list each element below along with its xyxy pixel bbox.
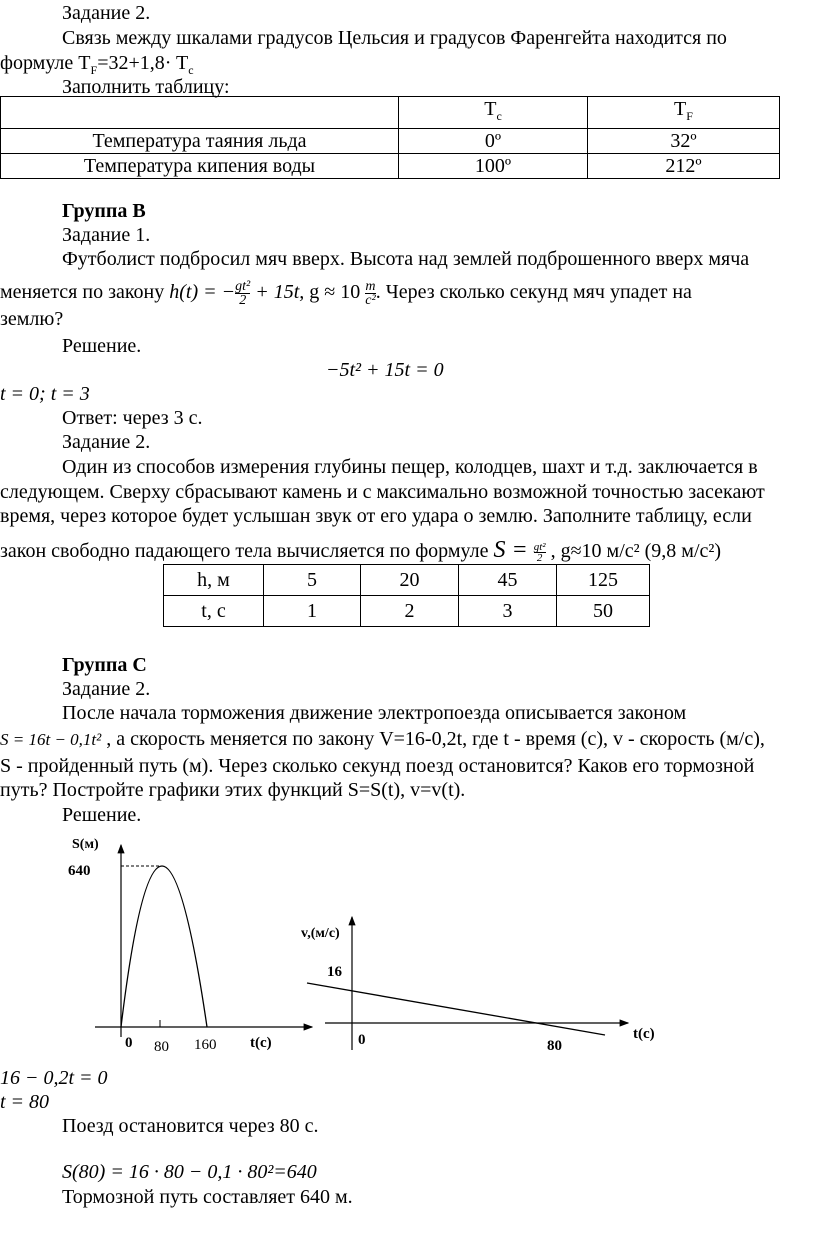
table-cell bbox=[399, 97, 588, 129]
x-tick-label: 160 bbox=[194, 1037, 217, 1053]
table-row bbox=[1, 154, 780, 179]
formula: + 15t, bbox=[255, 281, 310, 304]
table-cell: 212º bbox=[588, 154, 780, 179]
text: T bbox=[484, 98, 497, 120]
text: =32+1,8· T bbox=[97, 52, 189, 74]
equation: t = 0; t = 3 bbox=[0, 383, 90, 405]
numerator: gt² bbox=[235, 279, 251, 294]
denominator: 2 bbox=[239, 293, 247, 308]
equation: 16 − 0,2t = 0 bbox=[0, 1067, 108, 1089]
paragraph: Поезд остановится через 80 с. bbox=[62, 1115, 319, 1137]
formula: g ≈ 10 bbox=[309, 281, 366, 304]
paragraph: Один из способов измерения глубины пещер, колодцев, шахт и т.д. заключается в bbox=[62, 456, 758, 478]
paragraph: Связь между шкалами градусов Цельсия и градусов Фаренгейта находится по bbox=[62, 27, 727, 49]
task-title: Задание 2. bbox=[62, 431, 151, 453]
table-row bbox=[1, 129, 780, 154]
subscript: c bbox=[496, 109, 502, 123]
table-cell: Температура кипения воды bbox=[1, 154, 399, 179]
subscript: F bbox=[686, 109, 693, 123]
paragraph: Заполнить таблицу: bbox=[62, 76, 230, 98]
table-cell: 1 bbox=[264, 596, 361, 627]
formula: S = 16t − 0,1t² bbox=[0, 730, 102, 749]
paragraph: время, через которое будет услышан звук от его удара о землю. Заполните таблицу, если bbox=[0, 505, 752, 527]
numerator: m bbox=[365, 279, 376, 294]
table-cell: 5 bbox=[264, 565, 361, 596]
text: , g≈10 м/с² (9,8 м/с²) bbox=[545, 540, 722, 562]
table-cell: 45 bbox=[459, 565, 557, 596]
y-axis-label: v,(м/с) bbox=[301, 926, 340, 941]
group-heading: Группа В bbox=[62, 200, 146, 222]
equation: −5t² + 15t = 0 bbox=[326, 359, 444, 381]
numerator: gt² bbox=[533, 540, 546, 553]
paragraph bbox=[0, 728, 765, 751]
temperature-table bbox=[0, 96, 780, 179]
table-row bbox=[164, 565, 650, 596]
table-cell: t, с bbox=[164, 596, 264, 627]
table-cell bbox=[588, 97, 780, 129]
paragraph: Футболист подбросил мяч вверх. Высота над землей подброшенного вверх мяча bbox=[62, 248, 750, 270]
denominator: c² bbox=[365, 293, 376, 308]
x-axis-label: t(c) bbox=[633, 1026, 655, 1042]
table-cell: 20 bbox=[361, 565, 459, 596]
denominator: 2 bbox=[536, 551, 543, 564]
paragraph: После начала торможения движение электропоезда описывается законом bbox=[62, 702, 687, 724]
fraction bbox=[235, 280, 250, 307]
y-axis-label: S(м) bbox=[72, 837, 99, 852]
paragraph: землю? bbox=[0, 308, 64, 330]
x-tick-label: 80 bbox=[547, 1038, 562, 1054]
equation: S(80) = 16 · 80 − 0,1 · 80²=640 bbox=[62, 1161, 317, 1183]
x-tick-label: 0 bbox=[125, 1035, 133, 1051]
text: , а скорость меняется по закону V=16-0,2t, где t - время (с), v - скорость (м/с), bbox=[101, 728, 765, 750]
y-tick-label: 640 bbox=[68, 863, 91, 879]
velocity-graph bbox=[301, 917, 655, 1054]
table-cell: 0º bbox=[399, 129, 588, 154]
fraction bbox=[534, 542, 546, 563]
x-axis-label: t(c) bbox=[250, 1035, 272, 1051]
paragraph: S - пройденный путь (м). Через сколько секунд поезд остановится? Каков его тормозной bbox=[0, 755, 755, 777]
paragraph: Тормозной путь составляет 640 м. bbox=[62, 1186, 353, 1208]
graphs bbox=[0, 825, 700, 1065]
equation: t = 80 bbox=[0, 1091, 50, 1113]
fraction bbox=[365, 280, 375, 307]
x-tick-label: 80 bbox=[154, 1039, 169, 1055]
table-cell: 3 bbox=[459, 596, 557, 627]
table-header-row bbox=[1, 97, 780, 129]
paragraph: путь? Постройте графики этих функций S=S(t), v=v(t). bbox=[0, 779, 466, 801]
group-heading: Группа С bbox=[62, 654, 147, 676]
table-row bbox=[164, 596, 650, 627]
distance-graph bbox=[68, 837, 312, 1055]
paragraph bbox=[0, 539, 721, 563]
task-title: Задание 2. bbox=[62, 2, 151, 24]
table-cell: 32º bbox=[588, 129, 780, 154]
subscript: c bbox=[188, 63, 194, 77]
text: . Через сколько секунд мяч упадет на bbox=[375, 281, 692, 304]
solution-label: Решение. bbox=[62, 804, 142, 826]
text: меняется по закону bbox=[0, 281, 170, 304]
table-cell: 100º bbox=[399, 154, 588, 179]
subscript: F bbox=[90, 63, 98, 77]
task-title: Задание 2. bbox=[62, 678, 151, 700]
formula: h(t) = − bbox=[169, 281, 236, 304]
table-cell: 2 bbox=[361, 596, 459, 627]
formula: S = bbox=[493, 537, 534, 563]
paragraph bbox=[0, 280, 692, 307]
table-cell: Температура таяния льда bbox=[1, 129, 399, 154]
fall-time-table bbox=[163, 564, 650, 627]
x-tick-label: 0 bbox=[358, 1032, 366, 1048]
table-cell: 125 bbox=[557, 565, 650, 596]
text: формуле T bbox=[0, 52, 91, 74]
y-tick-label: 16 bbox=[327, 964, 342, 980]
table-cell: 50 bbox=[557, 596, 650, 627]
task-title: Задание 1. bbox=[62, 224, 151, 246]
answer: Ответ: через 3 с. bbox=[62, 407, 203, 429]
solution-label: Решение. bbox=[62, 335, 142, 357]
paragraph: следующем. Сверху сбрасывают камень и с максимально возможной точностью засекают bbox=[0, 481, 765, 503]
table-cell: h, м bbox=[164, 565, 264, 596]
distance-curve bbox=[121, 866, 207, 1027]
table-cell bbox=[1, 97, 399, 129]
text: T bbox=[674, 98, 687, 120]
text: закон свободно падающего тела вычисляется по формуле bbox=[0, 540, 494, 562]
